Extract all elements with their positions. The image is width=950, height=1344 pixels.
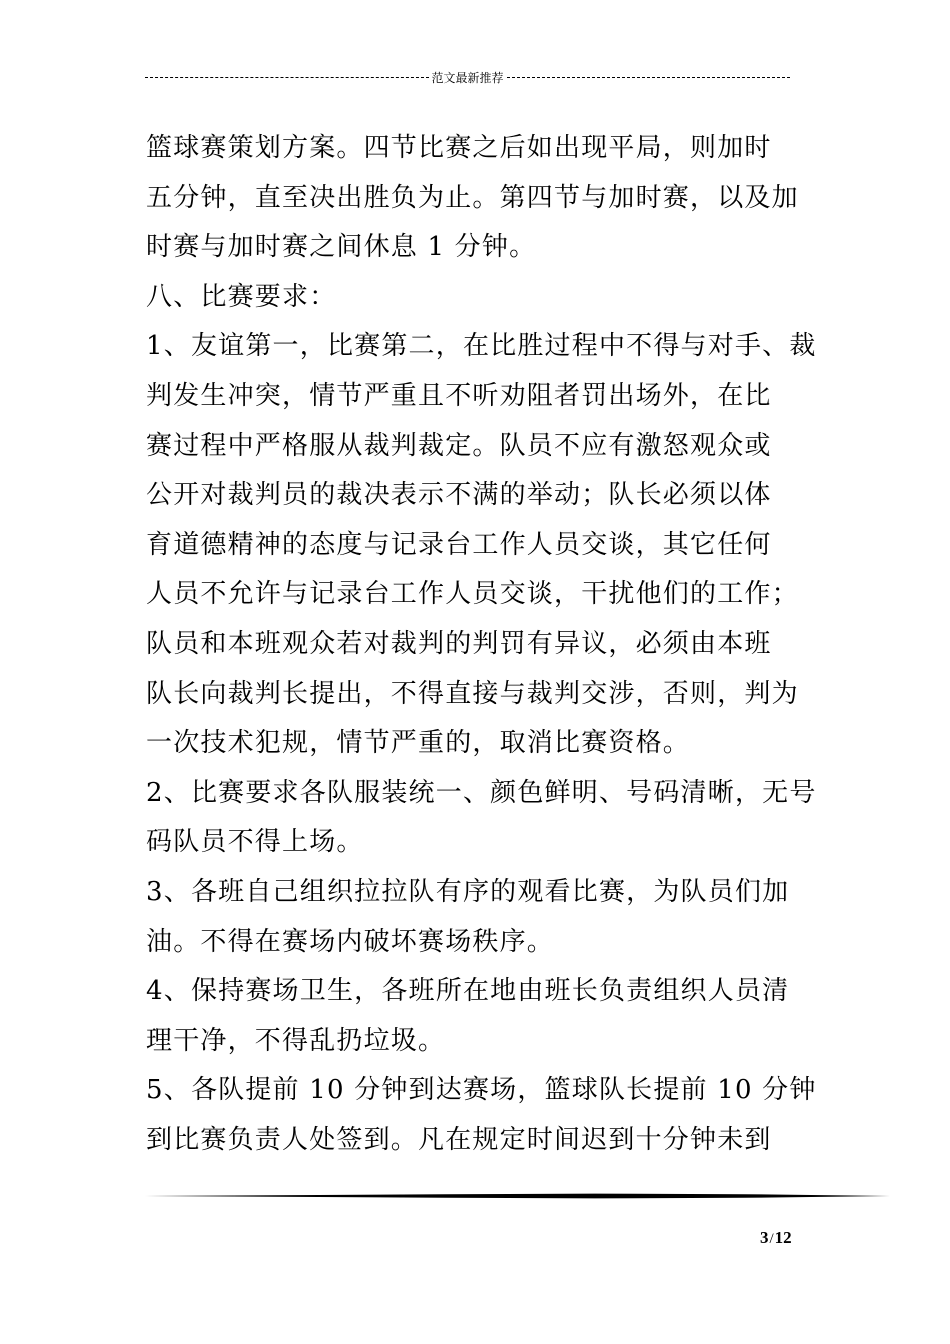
- header-dash-left: [145, 77, 429, 78]
- body-line: 育道德精神的态度与记录台工作人员交谈，其它任何: [146, 529, 772, 560]
- body-line: 油。不得在赛场内破坏赛场秩序。: [146, 926, 555, 957]
- page-separator: /: [769, 1231, 774, 1247]
- page-number: [760, 1228, 792, 1248]
- body-line: 人员不允许与记录台工作人员交谈，干扰他们的工作；: [146, 579, 799, 610]
- body-line: 五分钟，直至决出胜负为止。第四节与加时赛，以及加: [146, 182, 799, 213]
- document-body: [146, 124, 836, 1165]
- body-line: 队长向裁判长提出，不得直接与裁判交涉，否则，判为: [146, 678, 799, 709]
- body-line: 5、各队提前 10 分钟到达赛场，篮球队长提前 10 分钟: [146, 1075, 817, 1106]
- body-line: 1、友谊第一，比赛第二，在比胜过程中不得与对手、裁: [146, 331, 817, 362]
- total-pages: 12: [774, 1228, 792, 1247]
- body-line: 队员和本班观众若对裁判的判罚有异议，必须由本班: [146, 628, 772, 659]
- body-line: 2、比赛要求各队服装统一、颜色鲜明、号码清晰，无号: [146, 777, 817, 808]
- footer-rule-graphic: [145, 1193, 890, 1199]
- body-line: 理干净，不得乱扔垃圾。: [146, 1025, 446, 1056]
- header-dash-right: [507, 77, 791, 78]
- body-line: 一次技术犯规，情节严重的，取消比赛资格。: [146, 728, 691, 759]
- body-line: 篮球赛策划方案。四节比赛之后如出现平局，则加时: [146, 133, 772, 163]
- body-line: 判发生冲突，情节严重且不听劝阻者罚出场外，在比: [146, 380, 772, 411]
- body-line: 到比赛负责人处签到。凡在规定时间迟到十分钟未到: [146, 1124, 772, 1155]
- footer-rule: [145, 1193, 890, 1199]
- body-line: 3、各班自己组织拉拉队有序的观看比赛，为队员们加: [146, 876, 790, 907]
- body-line: 4、保持赛场卫生，各班所在地由班长负责组织人员清: [146, 976, 790, 1007]
- body-line: 码队员不得上场。: [146, 827, 364, 858]
- header-title: 范文最新推荐: [431, 70, 504, 85]
- body-line: 公开对裁判员的裁决表示不满的举动；队长必须以体: [146, 480, 772, 511]
- body-line: 时赛与加时赛之间休息 1 分钟。: [146, 232, 537, 263]
- body-line: 赛过程中严格服从裁判裁定。队员不应有激怒观众或: [146, 430, 772, 461]
- current-page: 3: [760, 1228, 769, 1247]
- page-header: [145, 68, 790, 86]
- section-heading: 八、比赛要求：: [146, 281, 337, 312]
